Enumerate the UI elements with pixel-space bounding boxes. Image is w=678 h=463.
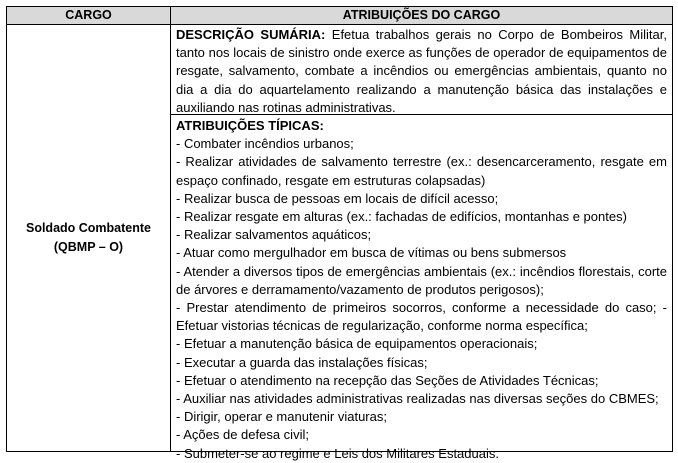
cargo-cell (7, 25, 170, 451)
list-item: - Realizar salvamentos aquáticos; (176, 227, 372, 243)
list-item: - Realizar busca de pessoas em locais de difícil acesso; (176, 190, 499, 206)
list-item: - Atuar como mergulhador em busca de vítimas ou bens submersos (176, 245, 567, 261)
table-header (7, 7, 672, 25)
list-item: - Efetuar o atendimento na recepção das Seções de Atividades Técnicas; (176, 372, 599, 388)
descricao-text: Efetua trabalhos gerais no Corpo de Bombeiros Militar, tanto nos locais de sinistro onde exerce as funções de operador de equipamentos de resgate, salvamento, combate a incêndios ou emergências ambientais, quanto no dia a dia do aquartelamento realizando a manutenção básica das instalações e auxiliando nas rotinas administrativas. (176, 27, 667, 115)
list-item: - Realizar atividades de salvamento terrestre (ex.: desencarceramento, resgate em espaço confinado, resgate em estruturas colapsadas) (176, 154, 667, 188)
atribuicoes-title: ATRIBUIÇÕES TÍPICAS: (176, 118, 324, 133)
list-item: - Executar a guarda das instalações físicas; (176, 354, 428, 370)
cargo-table (6, 6, 673, 461)
descricao-sumaria (171, 25, 672, 115)
cargo-name: Soldado Combatente (25, 221, 151, 235)
list-item: - Dirigir, operar e manutenir viaturas; (176, 409, 387, 425)
header-atribuicoes: ATRIBUIÇÕES DO CARGO (342, 8, 501, 22)
list-item: - Prestar atendimento de primeiros socorros, conforme a necessidade do caso; - Efetuar vistorias técnicas de regularização, conforme norma específica; (176, 300, 667, 334)
list-item: - Efetuar a manutenção básica de equipamentos operacionais; (176, 336, 538, 352)
atribuicoes-cell (171, 25, 672, 461)
list-item: - Atender a diversos tipos de emergências ambientais (ex.: incêndios florestais, corte de árvores e derramamento/vazamento de produtos perigosos); (176, 263, 667, 297)
cargo-code: (QBMP – O) (53, 240, 124, 254)
descricao-label: DESCRIÇÃO SUMÁRIA: (176, 27, 326, 42)
list-item: - Auxiliar nas atividades administrativas realizadas nas diversas seções do CBMES; (176, 391, 659, 407)
header-cargo: CARGO (65, 8, 112, 22)
list-item: - Ações de defesa civil; (176, 427, 309, 443)
atribuicoes-tipicas (171, 116, 672, 461)
list-item: - Realizar resgate em alturas (ex.: fachadas de edifícios, montanhas e pontes) (176, 209, 627, 225)
list-item: - Combater incêndios urbanos; (176, 136, 354, 152)
list-item: - Submeter-se ao regime e Leis dos Militares Estaduais. (176, 445, 499, 461)
